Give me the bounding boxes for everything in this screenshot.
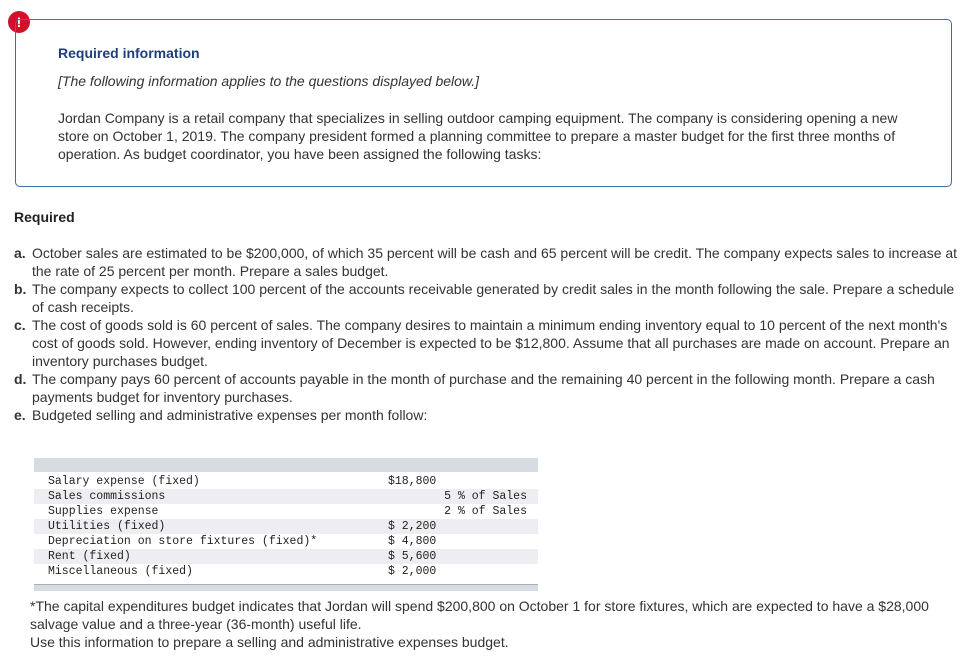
required-item-d: d. The company pays 60 percent of accounts payable in the month of purchase and the remaining 40 percent in the following month. Prepare a cash payments budget for inventory purchases. — [14, 371, 935, 405]
info-note: [The following information applies to the questions displayed below.] — [58, 73, 480, 89]
required-heading: Required — [14, 209, 75, 225]
alert-icon: ! — [8, 11, 30, 33]
table-footer-bar — [34, 584, 538, 591]
table-row: Depreciation on store fixtures (fixed)* $ 4,800 — [48, 535, 437, 548]
footnote-line2: Use this information to prepare a selling and administrative expenses budget. — [30, 634, 509, 650]
table-row: Salary expense (fixed) $18,800 — [48, 475, 437, 488]
footnote-line1: *The capital expenditures budget indicates that Jordan will spend $200,800 on October 1 for store fixtures, which are expected to have a $28,000 salvage value and a three-year (36-month) useful life. — [30, 598, 929, 632]
table-row: Sales commissions 5 % of Sales — [34, 489, 538, 504]
table-row: Supplies expense 2 % of Sales — [48, 505, 527, 518]
info-title: Required information — [58, 45, 200, 61]
info-paragraph: Jordan Company is a retail company that specializes in selling outdoor camping equipment. The company is considering opening a new store on October 1, 2019. The company president formed a planning committee to prepare a master budget for the first three months of operation. As budget coordinator, you have been assigned the following tasks: — [58, 110, 898, 162]
table-row: Rent (fixed) $ 5,600 — [34, 549, 538, 564]
required-information-box — [15, 19, 952, 187]
required-item-b: b. The company expects to collect 100 percent of the accounts receivable generated by credit sales in the month following the sale. Prepare a schedule of cash receipts. — [14, 281, 955, 315]
table-header-bar — [34, 458, 538, 472]
table-row: Miscellaneous (fixed) $ 2,000 — [48, 565, 437, 578]
required-item-c: c. The cost of goods sold is 60 percent of sales. The company desires to maintain a minimum ending inventory equal to 10 percent of the next month's cost of goods sold. However, ending inventory of December is expected to be $12,800. Assume that all purchases are made on account. Prepare an inventory purchases budget. — [14, 317, 950, 369]
footnote — [14, 597, 958, 651]
table-row: Utilities (fixed) $ 2,200 — [34, 519, 538, 534]
required-item-a: a. October sales are estimated to be $200,000, of which 35 percent will be cash and 65 percent will be credit. The company expects sales to increase at the rate of 25 percent per month. Prepare a sales budget. — [14, 245, 958, 279]
required-list — [14, 244, 958, 424]
required-item-e: e. Budgeted selling and administrative expenses per month follow: — [14, 407, 428, 423]
